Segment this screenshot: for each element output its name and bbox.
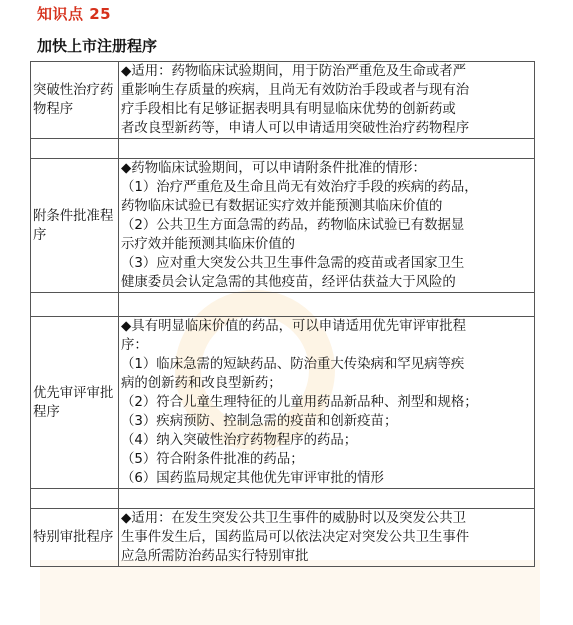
content-line: （5）符合附条件批准的药品； [121,452,304,467]
procedure-name: 优先审评审批程序 [33,385,114,420]
content-line: 应急所需防治药品实行特别审批 [121,549,309,564]
row-spacer [31,293,535,317]
procedure-name-cell [31,159,119,293]
content-line: （2）符合儿童生理特征的儿童用药品新品种、剂型和规格； [121,395,478,410]
content-line: ◆药物临床试验期间，可以申请附条件批准的情形： [121,161,426,176]
procedure-name-cell [31,317,119,489]
table-row [31,159,535,293]
content-line: 示疗效并能预测其临床价值的 [121,237,296,252]
content-line: 生事件发生后，国药监局可以依法决定对突发公共卫生事件 [121,530,470,545]
content-line: （4）纳入突破性治疗药物程序的药品； [121,433,358,448]
table-row [31,509,535,567]
content-line: 健康委员会认定急需的其他疫苗，经评估获益大于风险的 [121,275,456,290]
procedure-table [30,61,535,567]
procedure-content-cell [119,509,535,567]
content-line: （2）公共卫生方面急需的药品，药物临床试验已有数据显 [121,218,465,233]
procedure-content-cell [119,62,535,139]
section-title: 加快上市注册程序 [37,37,158,55]
content-line: （1）临床急需的短缺药品、防治重大传染病和罕见病等疾 [121,357,465,372]
watermark-banner [40,560,540,625]
content-line: （3）应对重大突发公共卫生事件急需的疫苗或者国家卫生 [121,256,465,271]
content-line: 序： [121,338,148,353]
procedure-name: 特别审批程序 [33,530,114,545]
content-line: 者改良型新药等，申请人可以申请适用突破性治疗药物程序 [121,121,470,136]
procedure-content-cell [119,317,535,489]
content-line: （1）治疗严重危及生命且尚无有效治疗手段的疾病的药品， [121,180,478,195]
procedure-name: 突破性治疗药物程序 [33,83,114,117]
row-spacer [31,489,535,509]
content-line: （3）疾病预防、控制急需的疫苗和创新疫苗； [121,414,398,429]
content-line: （6）国药监局规定其他优先审评审批的情形 [121,471,384,486]
table-row [31,62,535,139]
procedure-content-cell [119,159,535,293]
content-line: 病的创新药和改良型新药； [121,376,282,391]
knowledge-point-heading: 知识点 25 [37,5,112,23]
content-line: 疗手段相比有足够证据表明具有明显临床优势的创新药或 [121,102,456,117]
content-line: ◆适用：在发生突发公共卫生事件的威胁时以及突发公共卫 [121,511,467,526]
content-line: ◆具有明显临床价值的药品，可以申请适用优先审评审批程 [121,319,467,334]
content-line: ◆适用：药物临床试验期间，用于防治严重危及生命或者严 [121,64,467,79]
procedure-name: 附条件批准程序 [33,208,114,243]
row-spacer [31,139,535,159]
content-line: 重影响生存质量的疾病，且尚无有效防治手段或者与现有治 [121,83,470,98]
procedure-name-cell [31,62,119,139]
table-row [31,317,535,489]
content-line: 药物临床试验已有数据证实疗效并能预测其临床价值的 [121,199,443,214]
procedure-name-cell [31,509,119,567]
